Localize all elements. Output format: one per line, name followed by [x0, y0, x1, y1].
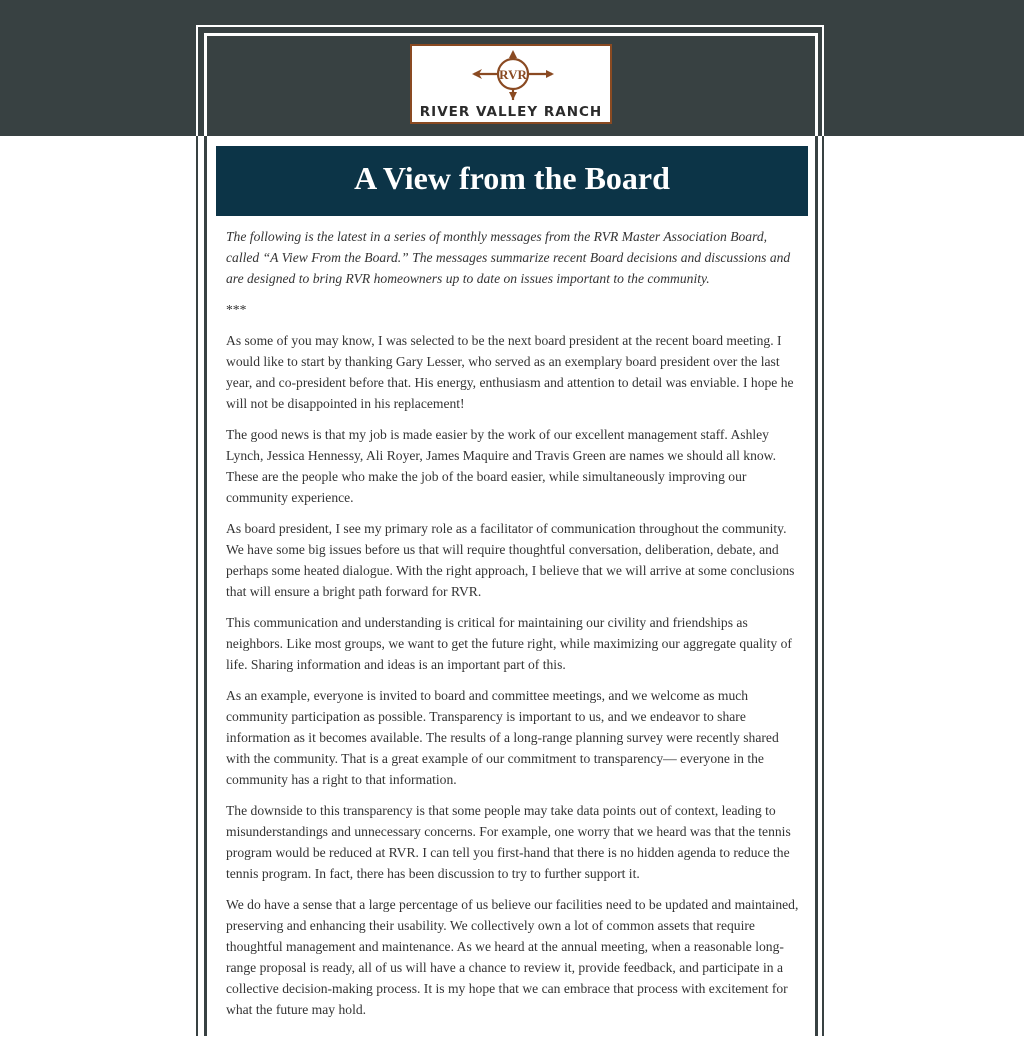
- frame-rule: [815, 136, 818, 1036]
- paragraph: The good news is that my job is made easier by the work of our excellent management staff. Ashley Lynch, Jessica Hennessy, Ali Royer, James Maquire and Travis Green are names we should all know. These are the people who make the job of the board easier, while simultaneously improving our community experience.: [226, 427, 777, 505]
- paragraph: The downside to this transparency is that some people may take data points out of context, leading to misunderstandings and unnecessary concerns. For example, one worry that we heard was that the tennis program would be reduced at RVR. I can tell you first-hand that there is no hidden agenda to reduce the tennis program. In fact, there has been discussion to try to further support it.: [226, 803, 791, 881]
- paragraph: As some of you may know, I was selected to be the next board president at the recent board meeting. I would like to start by thanking Gary Lesser, who served as an exemplary board president over the last year, and co-president before that. His energy, enthusiasm and attention to detail was enviable. I hope he will not be disappointed in his replacement!: [226, 333, 794, 411]
- frame-rule: [196, 136, 198, 1036]
- paragraph: This communication and understanding is critical for maintaining our civility and friendships as neighbors. Like most groups, we want to get the future right, while maximizing our aggregate quality of life. Sharing information and ideas is an important part of this.: [226, 615, 792, 672]
- article-body: [226, 226, 802, 1030]
- separator: ***: [226, 302, 247, 317]
- arrow-compass-icon: [468, 50, 558, 102]
- paragraph: As an example, everyone is invited to board and committee meetings, and we welcome as much community participation as possible. Transparency is important to us, and we endeavor to share information as it becomes available. The results of a long-range planning survey were recently shared with the community. That is a great example of our commitment to transparency— everyone in the community has a right to that information.: [226, 688, 779, 787]
- frame-rule: [822, 136, 824, 1036]
- paragraph: We do have a sense that a large percentage of us believe our facilities need to be updated and maintained, preserving and enhancing their usability. We collectively own a lot of common assets that require thoughtful management and maintenance. As we heard at the annual meeting, when a reasonable long-range proposal is ready, all of us will have a chance to review it, provide feedback, and participate in a collective decision-making process. It is my hope that we can embrace that process with excitement for what the future may hold.: [226, 897, 799, 1017]
- paragraph: As board president, I see my primary role as a facilitator of communication throughout the community. We have some big issues before us that will require thoughtful conversation, deliberation, debate, and perhaps some heated dialogue. With the right approach, I believe that we will arrive at some conclusions that will ensure a bright path forward for RVR.: [226, 521, 795, 599]
- logo-name: RIVER VALLEY RANCH: [419, 104, 603, 120]
- page-title: A View from the Board: [216, 146, 808, 216]
- frame-rule: [204, 136, 207, 1036]
- rvr-logo[interactable]: [410, 44, 612, 124]
- logo-monogram: RVR: [499, 67, 527, 82]
- intro-text: The following is the latest in a series of monthly messages from the RVR Master Association Board, called “A View From the Board.” The messages summarize recent Board decisions and discussions and are designed to bring RVR homeowners up to date on issues important to the community.: [226, 229, 791, 286]
